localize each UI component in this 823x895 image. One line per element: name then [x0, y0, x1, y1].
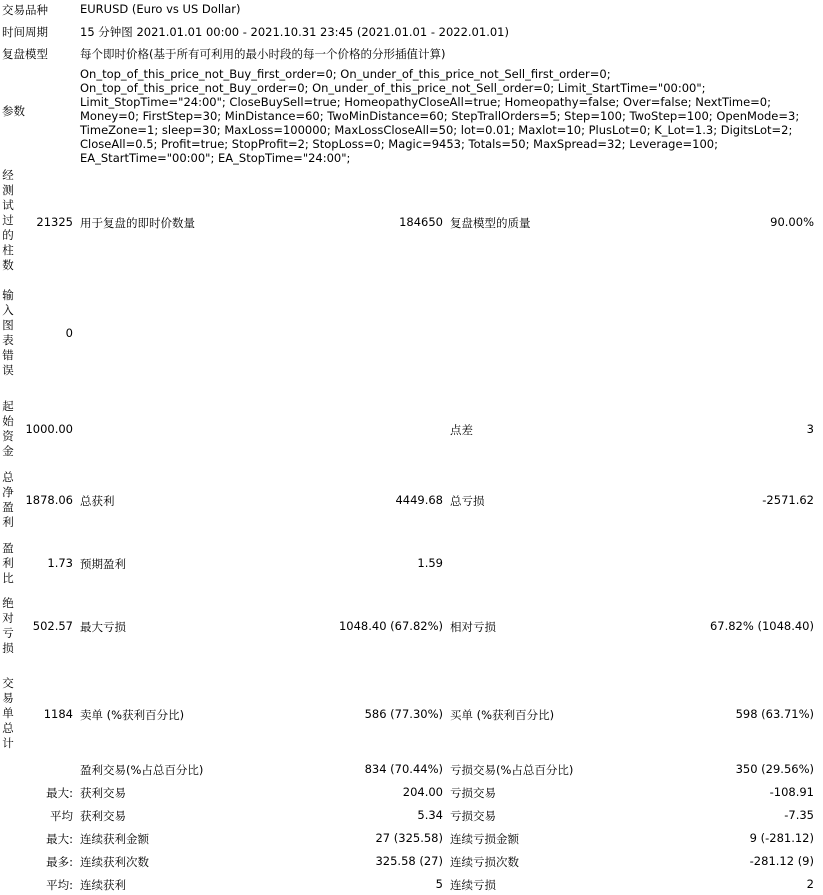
bars-row: [0, 215, 823, 233]
detail-label-right: 连续亏损: [450, 878, 496, 892]
detail-value-right: -7.35: [784, 808, 814, 822]
deposit-label: 起始资金: [2, 399, 14, 458]
model-value: 每个即时价格(基于所有可利用的最小时段的每一个价格的分形插值计算): [80, 47, 446, 61]
drawdown-row: [0, 619, 823, 637]
detail-prefix: 最大:: [46, 786, 73, 800]
detail-value-right: 350 (29.56%): [735, 762, 814, 776]
max-drawdown-label: 最大亏损: [80, 620, 126, 634]
detail-row: [0, 877, 823, 895]
detail-prefix: 最多:: [46, 855, 73, 869]
rel-drawdown-value: 67.82% (1048.40): [709, 619, 814, 633]
gross-profit-value: 4449.68: [395, 493, 443, 507]
abs-drawdown-label: 绝对亏损: [2, 596, 14, 655]
long-positions-label: 买单 (%获利百分比): [450, 708, 555, 722]
spread-value: 3: [806, 422, 814, 436]
ticks-label: 用于复盘的即时价数量: [80, 216, 195, 230]
detail-row: [0, 762, 823, 780]
gross-loss-label: 总亏损: [450, 494, 485, 508]
detail-value-left: 834 (70.44%): [364, 762, 443, 776]
detail-label-right: 亏损交易: [450, 809, 496, 823]
short-positions-value: 586 (77.30%): [364, 707, 443, 721]
detail-row: [0, 785, 823, 803]
bars-label: 经测试过的柱数: [2, 168, 14, 272]
gross-loss-value: -2571.62: [762, 493, 814, 507]
params-label: 参数: [2, 104, 25, 118]
detail-label-right: 连续亏损金额: [450, 832, 519, 846]
model-label: 复盘模型: [2, 47, 48, 61]
symbol-label: 交易品种: [2, 3, 48, 17]
symbol-value: EURUSD (Euro vs US Dollar): [80, 2, 241, 16]
detail-prefix: 平均:: [46, 878, 73, 892]
detail-label-left: 连续获利次数: [80, 855, 149, 869]
detail-row: [0, 831, 823, 849]
deposit-row: [0, 422, 823, 440]
detail-row: [0, 854, 823, 872]
net-profit-value: 1878.06: [25, 493, 73, 507]
detail-value-right: -281.12 (9): [749, 854, 814, 868]
errors-label: 输入图表错误: [2, 288, 14, 377]
trades-row: [0, 707, 823, 725]
total-trades-label: 交易单总计: [2, 676, 14, 750]
detail-value-left: 325.58 (27): [375, 854, 443, 868]
expected-payoff-label: 预期盈利: [80, 557, 126, 571]
detail-value-right: -108.91: [769, 785, 814, 799]
total-trades-value: 1184: [43, 707, 73, 721]
detail-value-right: 2: [806, 877, 814, 891]
errors-row: [0, 326, 823, 344]
deposit-value: 1000.00: [25, 422, 73, 436]
ticks-value: 184650: [399, 215, 443, 229]
profit-factor-value: 1.73: [47, 556, 73, 570]
detail-value-left: 27 (325.58): [375, 831, 443, 845]
spread-label: 点差: [450, 423, 473, 437]
net-profit-row: [0, 493, 823, 511]
short-positions-label: 卖单 (%获利百分比): [80, 708, 185, 722]
detail-value-left: 5: [435, 877, 443, 891]
detail-value-left: 204.00: [402, 785, 443, 799]
detail-value-left: 5.34: [417, 808, 443, 822]
bars-value: 21325: [36, 215, 73, 229]
gross-profit-label: 总获利: [80, 494, 115, 508]
detail-label-right: 亏损交易(%占总百分比): [450, 763, 574, 777]
max-drawdown-value: 1048.40 (67.82%): [338, 619, 443, 633]
abs-drawdown-value: 502.57: [32, 619, 73, 633]
detail-label-right: 连续亏损次数: [450, 855, 519, 869]
period-label: 时间周期: [2, 25, 48, 39]
detail-label-right: 亏损交易: [450, 786, 496, 800]
detail-label-left: 连续获利金额: [80, 832, 149, 846]
expected-payoff-value: 1.59: [417, 556, 443, 570]
net-profit-label: 总净盈利: [2, 470, 14, 529]
detail-label-left: 盈利交易(%占总百分比): [80, 763, 204, 777]
detail-prefix: 最大:: [46, 832, 73, 846]
profit-factor-row: [0, 556, 823, 574]
profit-factor-label: 盈利比: [2, 541, 14, 585]
detail-label-left: 获利交易: [80, 786, 126, 800]
errors-value: 0: [65, 326, 73, 340]
quality-label: 复盘模型的质量: [450, 216, 531, 230]
detail-row: [0, 808, 823, 826]
quality-value: 90.00%: [770, 215, 814, 229]
detail-value-right: 9 (-281.12): [749, 831, 814, 845]
detail-label-left: 获利交易: [80, 809, 126, 823]
rel-drawdown-label: 相对亏损: [450, 620, 496, 634]
period-value: 15 分钟图 2021.01.01 00:00 - 2021.10.31 23:45 (2021.01.01 - 2022.01.01): [80, 25, 509, 39]
long-positions-value: 598 (63.71%): [735, 707, 814, 721]
params-value: On_top_of_this_price_not_Buy_first_order=0; On_under_of_this_price_not_Sell_first_order=0; On_top_of_this_price_not_Buy_order=0; On_under_of_this_price_not_Sell_order=0; Limit_StartTime="00:00"; Limit_StopTime="24:00"; CloseBuySell=true; HomeopathyCloseAll=true; Homeopathy=false; Over=false; NextTime=0; Money=0; FirstStep=30; MinDistance=60; TwoMinDistance=60; StepTrallOrders=5; Step=100; TwoStep=100; OpenMode=3; TimeZone=1; sleep=30; MaxLoss=100000; MaxLossCloseAll=50; lot=0.01; Maxlot=10; PlusLot=0; K_Lot=1.3; DigitsLot=2; CloseAll=0.5; Profit=true; StopProfit=2; StopLoss=0; Magic=9453; Totals=50; MaxSpread=32; Leverage=100; EA_StartTime="00:00"; EA_StopTime="24:00";: [80, 67, 800, 165]
detail-label-left: 连续获利: [80, 878, 126, 892]
detail-prefix: 平均: [50, 809, 73, 823]
